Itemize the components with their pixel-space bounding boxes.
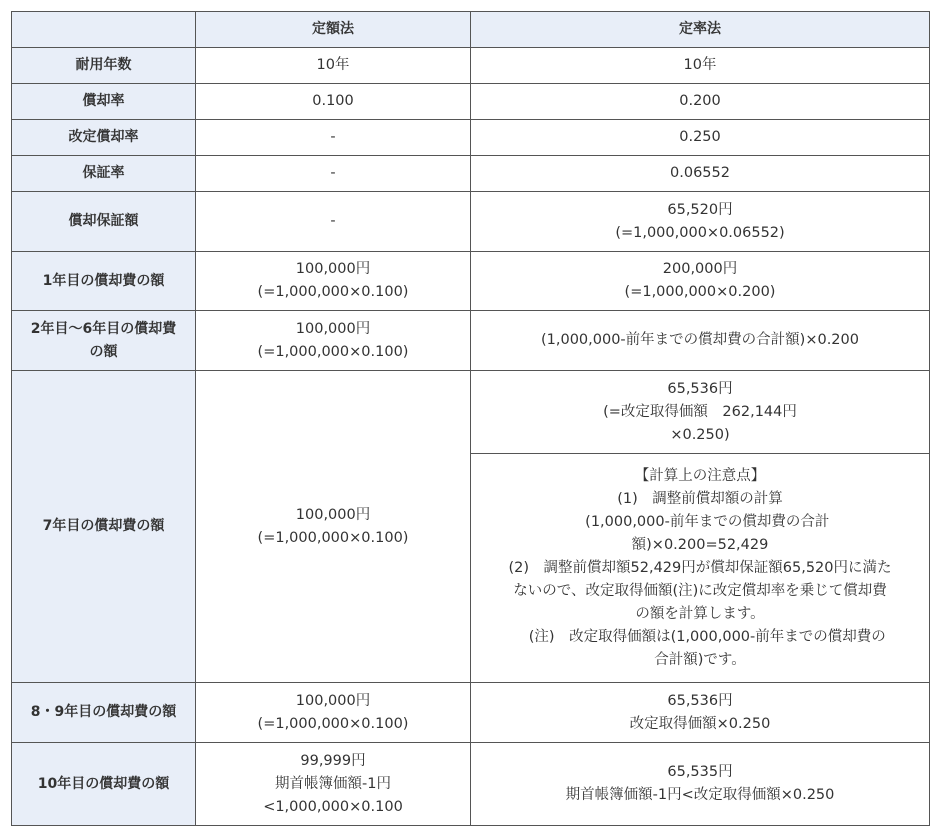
- row-label: 償却率: [12, 84, 196, 120]
- row-label: 改定償却率: [12, 120, 196, 156]
- cell-teigaku: [196, 252, 471, 311]
- row-year7-result: [12, 371, 930, 454]
- row-label: 償却保証額: [12, 192, 196, 252]
- note-line: (1,000,000-前年までの償却費の合計: [570, 513, 830, 530]
- cell-teiritsu: 10年: [471, 48, 930, 84]
- value-line: (=改定取得価額 262,144円: [603, 403, 797, 420]
- cell-teiritsu: [471, 683, 930, 743]
- value-line: 65,520円: [667, 201, 733, 218]
- note-line: (1) 調整前償却額の計算: [617, 490, 783, 507]
- value-line: 100,000円: [295, 320, 371, 337]
- cell-teigaku: [196, 371, 471, 683]
- header-corner: [12, 12, 196, 48]
- row-dep-rate: [12, 84, 930, 120]
- value-line: (=1,000,000×0.200): [624, 284, 776, 300]
- cell-teigaku: 10年: [196, 48, 471, 84]
- value-line: 100,000円: [295, 261, 371, 277]
- row-label: 保証率: [12, 156, 196, 192]
- row-label: [12, 311, 196, 371]
- cell-teigaku: [196, 311, 471, 371]
- value-line: <1,000,000×0.100: [263, 798, 403, 815]
- cell-teigaku: [196, 743, 471, 826]
- cell-teiritsu: [471, 371, 930, 454]
- depreciation-comparison-table: [11, 11, 930, 826]
- row-label: 1年目の償却費の額: [12, 252, 196, 311]
- value-line: 99,999円: [300, 752, 366, 769]
- value-line: 65,536円: [667, 380, 733, 397]
- cell-teigaku: 0.100: [196, 84, 471, 120]
- header-teigaku: 定額法: [196, 12, 471, 48]
- cell-teiritsu: [471, 252, 930, 311]
- value-line: (=1,000,000×0.100): [257, 529, 409, 546]
- value-line: (=1,000,000×0.06552): [615, 224, 785, 241]
- value-line: 期首帳簿価額-1円<改定取得価額×0.250: [565, 787, 835, 803]
- note-line: (注) 改定取得価額は(1,000,000-前年までの償却費の: [514, 628, 886, 645]
- cell-teiritsu: 0.200: [471, 84, 930, 120]
- label-line: 2年目～6年目の償却費: [30, 320, 177, 337]
- note-line: 合計額)です。: [654, 651, 746, 668]
- cell-teiritsu: [471, 192, 930, 252]
- note-line: 【計算上の注意点】: [634, 467, 766, 484]
- value-line: 65,535円: [667, 764, 733, 780]
- row-year8-9: [12, 683, 930, 743]
- value-line: (=1,000,000×0.100): [257, 284, 409, 300]
- value-line: 200,000円: [662, 261, 738, 277]
- row-label: 8・9年目の償却費の額: [12, 683, 196, 743]
- row-label: 7年目の償却費の額: [12, 371, 196, 683]
- cell-teiritsu: [471, 743, 930, 826]
- note-line: (2) 調整前償却額52,429円が償却保証額65,520円に満た: [508, 559, 892, 576]
- value-line: 100,000円: [295, 692, 371, 709]
- header-row: [12, 12, 930, 48]
- cell-teigaku: -: [196, 192, 471, 252]
- row-guarantee-rate: [12, 156, 930, 192]
- calculation-note: [471, 454, 930, 683]
- row-guarantee-amount: [12, 192, 930, 252]
- cell-teiritsu: (1,000,000-前年までの償却費の合計額)×0.200: [471, 311, 930, 371]
- label-line: の額: [89, 343, 118, 360]
- cell-teigaku: -: [196, 120, 471, 156]
- value-line: (=1,000,000×0.100): [257, 715, 409, 732]
- value-line: 100,000円: [295, 506, 371, 523]
- row-year1: [12, 252, 930, 311]
- note-line: の額を計算します。: [635, 605, 765, 622]
- header-teiritsu: 定率法: [471, 12, 930, 48]
- row-useful-life: [12, 48, 930, 84]
- value-line: 65,536円: [667, 692, 733, 709]
- cell-teigaku: [196, 683, 471, 743]
- cell-teigaku: -: [196, 156, 471, 192]
- cell-teiritsu: 0.250: [471, 120, 930, 156]
- note-line: 額)×0.200=52,429: [631, 536, 769, 553]
- value-line: 改定取得価額×0.250: [629, 715, 771, 732]
- row-label: 10年目の償却費の額: [12, 743, 196, 826]
- row-year10: [12, 743, 930, 826]
- row-year2-6: [12, 311, 930, 371]
- cell-teiritsu: 0.06552: [471, 156, 930, 192]
- value-line: (=1,000,000×0.100): [257, 343, 409, 360]
- row-label: 耐用年数: [12, 48, 196, 84]
- value-line: 期首帳簿価額-1円: [275, 775, 391, 792]
- row-revised-rate: [12, 120, 930, 156]
- note-line: ないので、改定取得価額(注)に改定償却率を乗じて償却費: [513, 582, 887, 599]
- value-line: ×0.250): [670, 426, 730, 443]
